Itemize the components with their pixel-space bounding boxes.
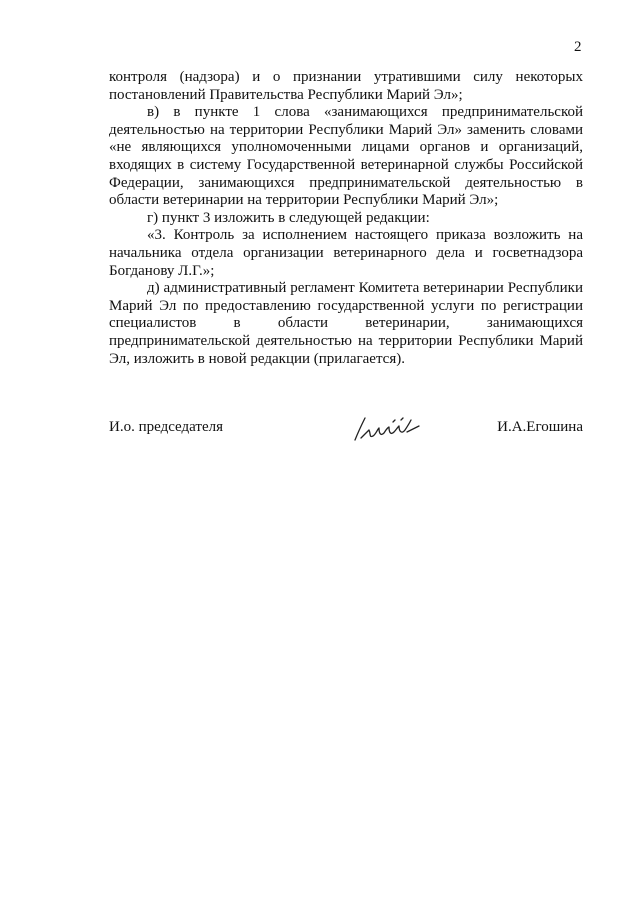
- signature-block: [109, 408, 583, 448]
- paragraph-item-3: «3. Контроль за исполнением настоящего приказа возложить на начальника отдела организации ветеринарного дела и госветнадзора Богданову Л.Г.»;: [109, 227, 583, 279]
- paragraph-item-v: в) в пункте 1 слова «занимающихся предпринимательской деятельностью на территории Республики Марий Эл» заменить словами «не являющихся уполномоченными лицами органов и организаций, входящих в систему Государственной ветеринарной службы Российской Федерации, занимающихся предпринимательской деятельностью в области ветеринарии на территории Республики Марий Эл»;: [109, 104, 583, 209]
- handwritten-signature: [349, 408, 429, 448]
- paragraph-continuation: контроля (надзора) и о признании утратившими силу некоторых постановлений Правительства Республики Марий Эл»;: [109, 69, 583, 103]
- document-body: [109, 69, 583, 368]
- paragraph-item-g: г) пункт 3 изложить в следующей редакции:: [147, 209, 430, 226]
- paragraph-item-d: д) административный регламент Комитета ветеринарии Республики Марий Эл по предоставлению государственной услуги по регистрации специалистов в области ветеринарии, занимающихся предпринимательской деятельностью на территории Республики Марий Эл, изложить в новой редакции (прилагается).: [109, 280, 583, 367]
- page-number: 2: [574, 39, 582, 55]
- signatory-title: И.о. председателя: [109, 419, 224, 435]
- signatory-name: И.А.Егошина: [497, 419, 583, 435]
